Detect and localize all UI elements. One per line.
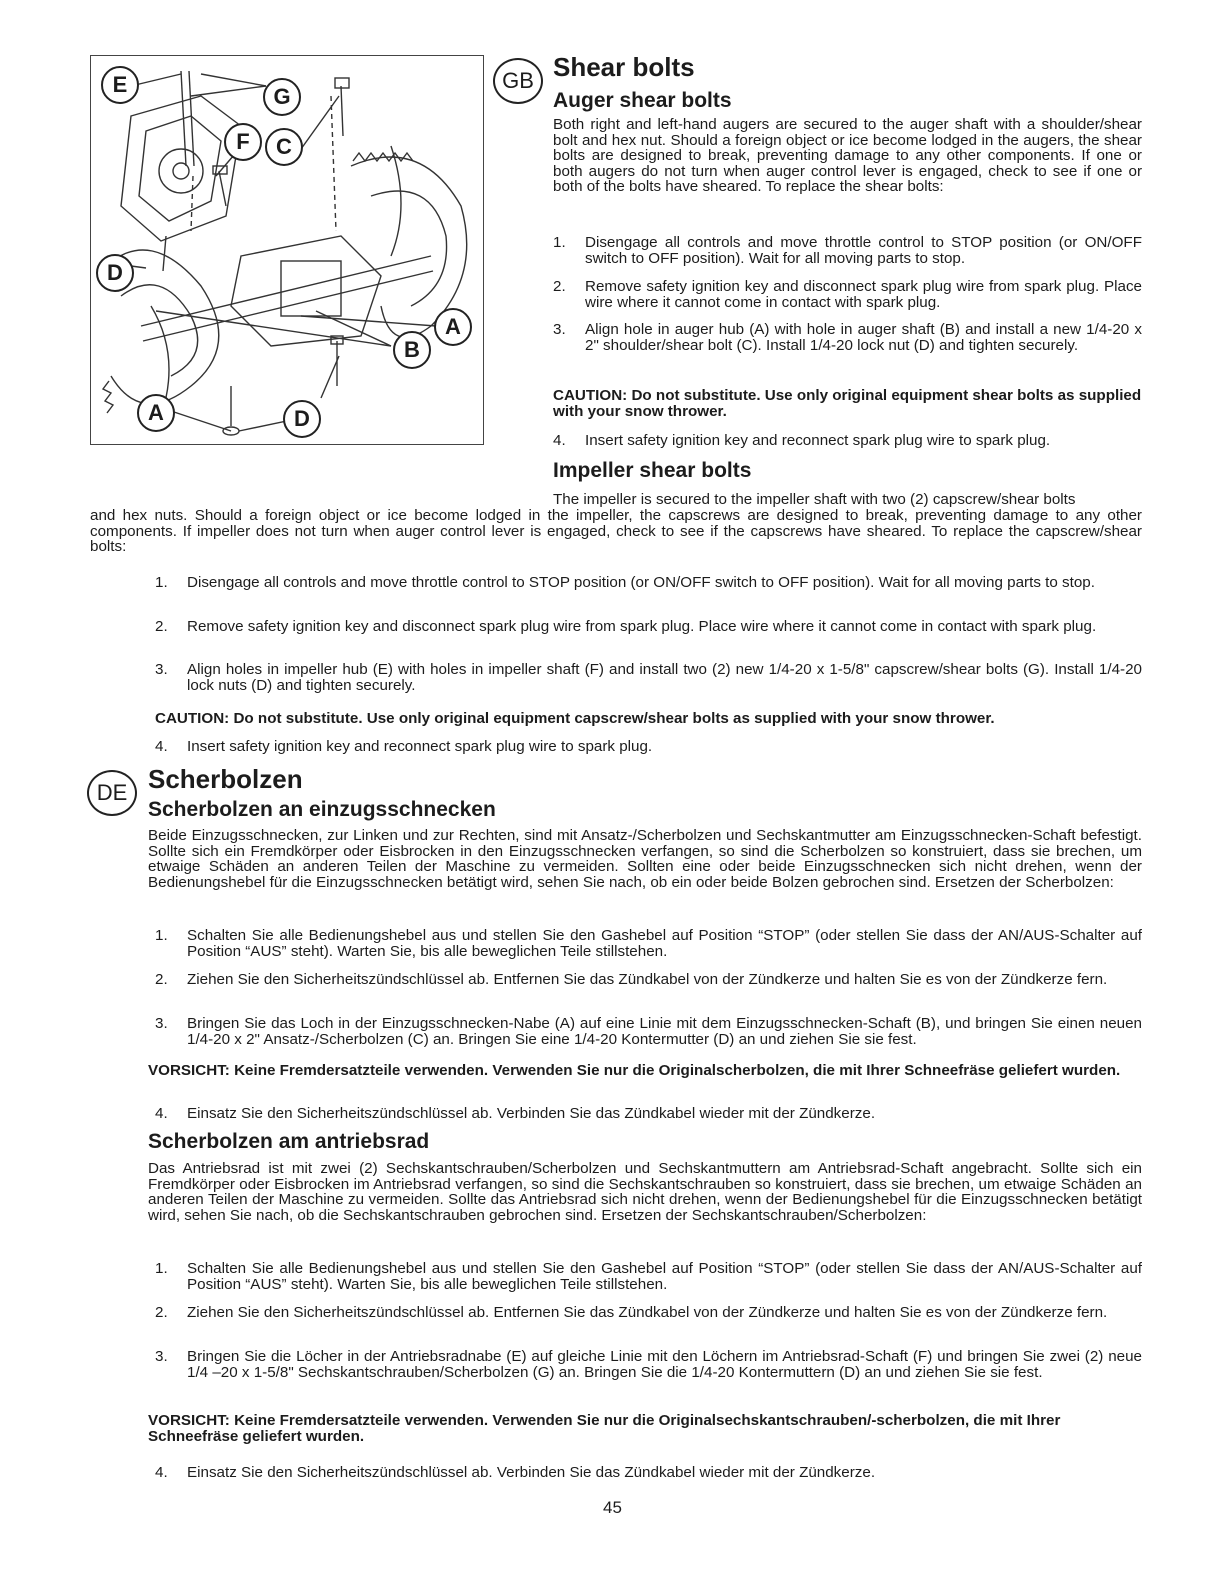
de-title: Scherbolzen: [148, 764, 303, 794]
label-a-right: A: [434, 308, 472, 346]
step-number: 1.: [155, 1260, 168, 1277]
step-text: Bringen Sie das Loch in der Einzugsschnecken-Nabe (A) auf eine Linie mit dem Einzugsschnecken-Schaft (B), und bringen Sie einen neuen 1/4-20 x 2" Ansatz-/Scherbolzen (C) an. Bringen Sie eine 1/4-20 Kontermutter (D) an und ziehen Sie sie fest.: [187, 1015, 1142, 1048]
label-d-top: D: [96, 254, 134, 292]
gb-title: Shear bolts: [553, 52, 695, 82]
step-text: Einsatz Sie den Sicherheitszündschlüssel ab. Verbinden Sie das Zündkabel wieder mit der Zündkerze.: [187, 1464, 876, 1481]
step-text: Schalten Sie alle Bedienungshebel aus und stellen Sie den Gashebel auf Position “STOP” (oder stellen Sie dass der AN/AUS-Schalter auf Position “AUS” steht). Warten Sie, bis alle beweglichen Teile stillstehen.: [187, 927, 1142, 960]
step-text: Align hole in auger hub (A) with hole in auger shaft (B) and install a new 1/4-20 x 2" shoulder/shear bolt (C). Install 1/4-20 lock nut (D) and tighten securely.: [585, 321, 1142, 354]
step-text: Insert safety ignition key and reconnect spark plug wire to spark plug.: [187, 738, 653, 755]
label-b: B: [393, 331, 431, 369]
step-number: 3.: [553, 321, 566, 338]
label-e: E: [101, 66, 139, 104]
de-impeller-intro: Das Antriebsrad ist mit zwei (2) Sechskantschrauben/Scherbolzen und Sechskantmuttern am Antriebsrad-Schaft angebracht. Sollte sich ein Fremdkörper oder Eisbrocken im Antriebsrad verfangen, so sind die Sechskantschrauben so konstruiert, dass sie brechen, um etwaige Schäden an anderen Teilen der Maschine zu vermeiden. Sollte das Antriebsrad sich nicht drehen, wenn der Bedienungshebel für die Einzugsschnecken betätigt wird, sehen Sie nach, ob die Sechskantschrauben gebrochen sind. Ersetzen der Sechskantschrauben/Scherbolzen:: [148, 1160, 1142, 1224]
step-text: Bringen Sie die Löcher in der Antriebsradnabe (E) auf gleiche Linie mit den Löchern im Antriebsrad-Schaft (F) und bringen Sie zwei (2) neue 1/4 –20 x 1-5/8" Sechskantschrauben/Scherbolzen (G) an. Bringen Sie die 1/4-20 Kontermuttern (D) an und ziehen Sie sie fest.: [187, 1348, 1142, 1381]
gb-auger-heading: Auger shear bolts: [553, 89, 732, 112]
label-g: G: [263, 78, 301, 116]
step-number: 4.: [553, 432, 566, 449]
step-text: Disengage all controls and move throttle control to STOP position (or ON/OFF switch to OFF position). Wait for all moving parts to stop.: [187, 574, 1095, 591]
label-d-bottom: D: [283, 400, 321, 438]
step-text: Align holes in impeller hub (E) with holes in impeller shaft (F) and install two (2) new 1/4-20 x 1-5/8" capscrew/shear bolts (G). Install 1/4-20 lock nuts (D) and tighten securely.: [187, 661, 1142, 694]
gb-auger-intro: Both right and left-hand augers are secured to the auger shaft with a shoulder/shear bolt and hex nut. Should a foreign object or ice become lodged in the augers, the shear bolts are designed to break, preventing damage to any other components. If one or both augers do not turn when auger control lever is engaged, check to see if one or both of the bolts have sheared. To replace the shear bolts:: [553, 116, 1142, 196]
label-c: C: [265, 128, 303, 166]
de-auger-intro: Beide Einzugsschnecken, zur Linken und zur Rechten, sind mit Ansatz-/Scherbolzen und Sechskantmutter am Einzugsschnecken-Schaft befestigt. Sollte sich ein Fremdkörper oder Eisbrocken in den Einzugsschnecken verfangen, so sind die Scherbolzen so konstruiert, dass sie brechen, um etwaige Schäden an anderen Teilen der Maschine zu vermeiden. Sollten eine oder beide Einzugsschnecken sich nicht drehen, wenn der Bedienungshebel für die Einzugsschnecken betätigt wird, sehen Sie nach, ob ein oder beide Bolzen gebrochen sind. Ersetzen der Scherbolzen:: [148, 827, 1142, 891]
de-language-badge: DE: [87, 770, 137, 816]
step-number: 4.: [155, 738, 168, 755]
gb-impeller-intro-rest: and hex nuts. Should a foreign object or ice become lodged in the impeller, the capscrews are designed to break, preventing damage to any other components. If impeller does not turn when auger control lever is engaged, check to see if the capscrews have sheared. To replace the capscrew/shear bolts:: [90, 507, 1142, 556]
step-number: 4.: [155, 1464, 168, 1481]
step-number: 1.: [553, 234, 566, 251]
step-text: Einsatz Sie den Sicherheitszündschlüssel ab. Verbinden Sie das Zündkabel wieder mit der Zündkerze.: [187, 1105, 876, 1122]
exploded-diagram-figure: [90, 55, 484, 445]
gb-impeller-heading: Impeller shear bolts: [553, 459, 752, 482]
step-number: 2.: [155, 618, 168, 635]
step-text: Insert safety ignition key and reconnect spark plug wire to spark plug.: [585, 432, 1051, 449]
step-number: 1.: [155, 574, 168, 591]
step-number: 2.: [553, 278, 566, 295]
label-f: F: [224, 123, 262, 161]
step-number: 3.: [155, 661, 168, 678]
page-number: 45: [603, 1498, 622, 1517]
step-text: Ziehen Sie den Sicherheitszündschlüssel ab. Entfernen Sie das Zündkabel von der Zündkerze und halten Sie es von der Zündkerze fern.: [187, 971, 1108, 988]
step-number: 2.: [155, 1304, 168, 1321]
step-number: 3.: [155, 1015, 168, 1032]
gb-language-badge: GB: [493, 58, 543, 104]
step-number: 2.: [155, 971, 168, 988]
step-number: 3.: [155, 1348, 168, 1365]
step-text: Schalten Sie alle Bedienungshebel aus und stellen Sie den Gashebel auf Position “STOP” (oder stellen Sie dass der AN/AUS-Schalter auf Position “AUS” steht). Warten Sie, bis alle beweglichen Teile stillstehen.: [187, 1260, 1142, 1293]
label-a-bottom: A: [137, 394, 175, 432]
gb-impeller-caution: CAUTION: Do not substitute. Use only original equipment capscrew/shear bolts as supplied with your snow thrower.: [155, 710, 995, 727]
step-number: 4.: [155, 1105, 168, 1122]
step-text: Ziehen Sie den Sicherheitszündschlüssel ab. Entfernen Sie das Zündkabel von der Zündkerze und halten Sie es von der Zündkerze fern.: [187, 1304, 1108, 1321]
step-text: Remove safety ignition key and disconnect spark plug wire from spark plug. Place wire where it cannot come in contact with spark plug.: [187, 618, 1097, 635]
de-impeller-caution: VORSICHT: Keine Fremdersatzteile verwenden. Verwenden Sie nur die Originalsechskantschrauben/-scherbolzen, die mit Ihrer Schneefräse geliefert wurden.: [148, 1412, 1061, 1445]
step-text: Remove safety ignition key and disconnect spark plug wire from spark plug. Place wire where it cannot come in contact with spark plug.: [585, 278, 1142, 311]
gb-impeller-intro-first: The impeller is secured to the impeller shaft with two (2) capscrew/shear bolts: [553, 491, 1076, 508]
step-text: Disengage all controls and move throttle control to STOP position (or ON/OFF switch to OFF position). Wait for all moving parts to stop.: [585, 234, 1142, 267]
de-impeller-heading: Scherbolzen am antriebsrad: [148, 1130, 430, 1153]
de-auger-heading: Scherbolzen an einzugsschnecken: [148, 798, 496, 821]
de-auger-caution: VORSICHT: Keine Fremdersatzteile verwenden. Verwenden Sie nur die Originalscherbolzen, die mit Ihrer Schneefräse geliefert wurden.: [148, 1062, 1121, 1079]
step-number: 1.: [155, 927, 168, 944]
gb-auger-caution: CAUTION: Do not substitute. Use only original equipment shear bolts as supplied with your snow thrower.: [553, 387, 1142, 420]
